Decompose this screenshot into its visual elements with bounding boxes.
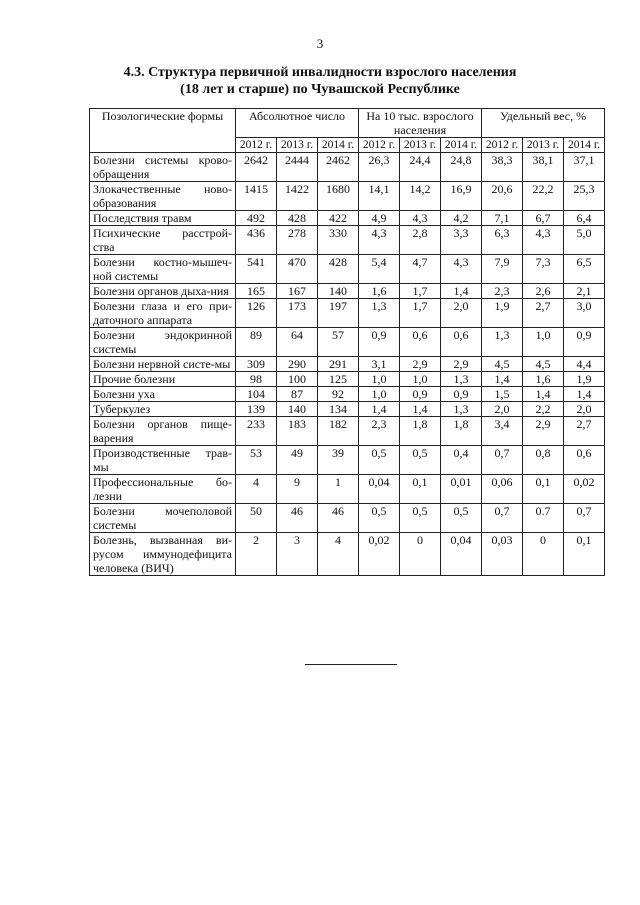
row-label: Болезни мочеполовой системы	[90, 504, 236, 533]
value-cell: 22,2	[523, 182, 564, 211]
value-cell: 233	[236, 417, 277, 446]
header-absolute: Абсолютное число	[236, 109, 359, 138]
value-cell: 0,06	[482, 475, 523, 504]
table-row	[90, 357, 605, 372]
value-cell: 4,3	[441, 255, 482, 284]
value-cell: 1,3	[482, 328, 523, 357]
value-cell: 1	[318, 475, 359, 504]
value-cell: 1,3	[359, 299, 400, 328]
value-cell: 0,5	[359, 504, 400, 533]
value-cell: 50	[236, 504, 277, 533]
value-cell: 0,03	[482, 533, 523, 576]
value-cell: 14,1	[359, 182, 400, 211]
value-cell: 4,4	[564, 357, 605, 372]
year-header: 2013 г.	[277, 138, 318, 153]
value-cell: 125	[318, 372, 359, 387]
value-cell: 0	[400, 533, 441, 576]
value-cell: 104	[236, 387, 277, 402]
value-cell: 0,8	[523, 446, 564, 475]
year-header: 2012 г.	[482, 138, 523, 153]
value-cell: 291	[318, 357, 359, 372]
value-cell: 0,9	[400, 387, 441, 402]
disability-structure-table	[89, 108, 605, 576]
value-cell: 1680	[318, 182, 359, 211]
value-cell: 4,3	[523, 226, 564, 255]
value-cell: 1,0	[359, 372, 400, 387]
value-cell: 1,6	[359, 284, 400, 299]
row-label: Злокачественные ново-образования	[90, 182, 236, 211]
value-cell: 0,1	[523, 475, 564, 504]
value-cell: 2,7	[523, 299, 564, 328]
value-cell: 2,0	[441, 299, 482, 328]
value-cell: 140	[318, 284, 359, 299]
value-cell: 5,4	[359, 255, 400, 284]
value-cell: 1,8	[441, 417, 482, 446]
value-cell: 4,5	[482, 357, 523, 372]
value-cell: 2,9	[441, 357, 482, 372]
value-cell: 139	[236, 402, 277, 417]
value-cell: 1,7	[400, 299, 441, 328]
value-cell: 0,4	[441, 446, 482, 475]
row-label: Болезни органов пище-варения	[90, 417, 236, 446]
table-row	[90, 182, 605, 211]
value-cell: 98	[236, 372, 277, 387]
value-cell: 4,2	[441, 211, 482, 226]
page-number: 3	[316, 36, 324, 51]
value-cell: 183	[277, 417, 318, 446]
value-cell: 0,7	[564, 504, 605, 533]
page-title	[0, 64, 640, 98]
row-label: Болезни костно-мышеч-ной системы	[90, 255, 236, 284]
value-cell: 3,0	[564, 299, 605, 328]
value-cell: 7,3	[523, 255, 564, 284]
value-cell: 134	[318, 402, 359, 417]
table-row	[90, 504, 605, 533]
row-label: Прочие болезни	[90, 372, 236, 387]
value-cell: 428	[277, 211, 318, 226]
value-cell: 4,5	[523, 357, 564, 372]
title-line-1: 4.3. Структура первичной инвалидности взрослого населения	[123, 65, 517, 80]
value-cell: 100	[277, 372, 318, 387]
table-row	[90, 387, 605, 402]
value-cell: 1,9	[482, 299, 523, 328]
year-header: 2012 г.	[359, 138, 400, 153]
year-header: 2014 г.	[441, 138, 482, 153]
value-cell: 4,7	[400, 255, 441, 284]
value-cell: 9	[277, 475, 318, 504]
value-cell: 4,3	[400, 211, 441, 226]
value-cell: 57	[318, 328, 359, 357]
table-row	[90, 299, 605, 328]
value-cell: 46	[318, 504, 359, 533]
table-row	[90, 284, 605, 299]
value-cell: 24,8	[441, 153, 482, 182]
value-cell: 38,3	[482, 153, 523, 182]
value-cell: 2,6	[523, 284, 564, 299]
value-cell: 2,3	[359, 417, 400, 446]
value-cell: 38,1	[523, 153, 564, 182]
value-cell: 0,02	[564, 475, 605, 504]
value-cell: 0,9	[564, 328, 605, 357]
value-cell: 6,4	[564, 211, 605, 226]
value-cell: 1,4	[523, 387, 564, 402]
year-header: 2013 г.	[400, 138, 441, 153]
value-cell: 1,3	[441, 372, 482, 387]
value-cell: 0,6	[564, 446, 605, 475]
row-label: Производственные трав-мы	[90, 446, 236, 475]
table-row	[90, 328, 605, 357]
value-cell: 1,4	[441, 284, 482, 299]
value-cell: 92	[318, 387, 359, 402]
table-row	[90, 475, 605, 504]
value-cell: 7,1	[482, 211, 523, 226]
value-cell: 2,7	[564, 417, 605, 446]
row-label: Туберкулез	[90, 402, 236, 417]
value-cell: 46	[277, 504, 318, 533]
year-header: 2014 г.	[564, 138, 605, 153]
value-cell: 0,1	[564, 533, 605, 576]
value-cell: 25,3	[564, 182, 605, 211]
table-row	[90, 226, 605, 255]
value-cell: 64	[277, 328, 318, 357]
table-row	[90, 211, 605, 226]
table-row	[90, 533, 605, 576]
value-cell: 0,1	[400, 475, 441, 504]
value-cell: 422	[318, 211, 359, 226]
value-cell: 39	[318, 446, 359, 475]
row-label: Болезни эндокринной системы	[90, 328, 236, 357]
value-cell: 4	[236, 475, 277, 504]
value-cell: 4,3	[359, 226, 400, 255]
value-cell: 2,0	[482, 402, 523, 417]
table-row	[90, 372, 605, 387]
value-cell: 1,0	[359, 387, 400, 402]
row-label: Психические расстрой-ства	[90, 226, 236, 255]
header-per10k: На 10 тыс. взрослого населения	[359, 109, 482, 138]
value-cell: 6,3	[482, 226, 523, 255]
row-label: Болезни глаза и его при-даточного аппарата	[90, 299, 236, 328]
year-header: 2014 г.	[318, 138, 359, 153]
value-cell: 2,1	[564, 284, 605, 299]
value-cell: 1,4	[564, 387, 605, 402]
value-cell: 6,7	[523, 211, 564, 226]
value-cell: 24,4	[400, 153, 441, 182]
value-cell: 470	[277, 255, 318, 284]
value-cell: 5,0	[564, 226, 605, 255]
value-cell: 0,04	[359, 475, 400, 504]
value-cell: 165	[236, 284, 277, 299]
value-cell: 4,9	[359, 211, 400, 226]
value-cell: 6,5	[564, 255, 605, 284]
value-cell: 16,9	[441, 182, 482, 211]
value-cell: 0,7	[482, 504, 523, 533]
value-cell: 1,4	[400, 402, 441, 417]
value-cell: 2462	[318, 153, 359, 182]
value-cell: 49	[277, 446, 318, 475]
value-cell: 428	[318, 255, 359, 284]
value-cell: 2444	[277, 153, 318, 182]
value-cell: 290	[277, 357, 318, 372]
value-cell: 3,3	[441, 226, 482, 255]
value-cell: 492	[236, 211, 277, 226]
value-cell: 0,01	[441, 475, 482, 504]
value-cell: 1,8	[400, 417, 441, 446]
value-cell: 278	[277, 226, 318, 255]
row-label: Болезнь, вызванная ви-русом иммунодефицита человека (ВИЧ)	[90, 533, 236, 576]
value-cell: 0,9	[359, 328, 400, 357]
value-cell: 4	[318, 533, 359, 576]
table-row	[90, 255, 605, 284]
value-cell: 26,3	[359, 153, 400, 182]
row-label: Болезни системы крово-обращения	[90, 153, 236, 182]
value-cell: 309	[236, 357, 277, 372]
value-cell: 197	[318, 299, 359, 328]
table-row	[90, 446, 605, 475]
value-cell: 2,9	[523, 417, 564, 446]
value-cell: 1,5	[482, 387, 523, 402]
year-header: 2012 г.	[236, 138, 277, 153]
value-cell: 0,02	[359, 533, 400, 576]
value-cell: 0,9	[441, 387, 482, 402]
value-cell: 1,4	[482, 372, 523, 387]
row-label: Болезни нервной систе-мы	[90, 357, 236, 372]
row-label: Болезни уха	[90, 387, 236, 402]
value-cell: 173	[277, 299, 318, 328]
value-cell: 0,5	[441, 504, 482, 533]
value-cell: 0,04	[441, 533, 482, 576]
value-cell: 3,4	[482, 417, 523, 446]
value-cell: 0,5	[400, 504, 441, 533]
value-cell: 2,2	[523, 402, 564, 417]
value-cell: 0,7	[482, 446, 523, 475]
value-cell: 89	[236, 328, 277, 357]
header-share: Удельный вес, %	[482, 109, 605, 138]
value-cell: 0	[523, 533, 564, 576]
value-cell: 0,5	[400, 446, 441, 475]
value-cell: 167	[277, 284, 318, 299]
table-row	[90, 402, 605, 417]
value-cell: 2642	[236, 153, 277, 182]
value-cell: 140	[277, 402, 318, 417]
value-cell: 1422	[277, 182, 318, 211]
value-cell: 0,6	[441, 328, 482, 357]
header-forms: Позологические формы	[90, 109, 236, 153]
value-cell: 330	[318, 226, 359, 255]
value-cell: 37,1	[564, 153, 605, 182]
year-header: 2013 г.	[523, 138, 564, 153]
value-cell: 1,3	[441, 402, 482, 417]
value-cell: 3,1	[359, 357, 400, 372]
value-cell: 87	[277, 387, 318, 402]
value-cell: 182	[318, 417, 359, 446]
value-cell: 541	[236, 255, 277, 284]
value-cell: 2,8	[400, 226, 441, 255]
row-label: Последствия травм	[90, 211, 236, 226]
value-cell: 1,0	[523, 328, 564, 357]
value-cell: 0.7	[523, 504, 564, 533]
footer-rule	[305, 664, 397, 665]
value-cell: 2,9	[400, 357, 441, 372]
row-label: Профессиональные бо-лезни	[90, 475, 236, 504]
value-cell: 3	[277, 533, 318, 576]
row-label: Болезни органов дыха-ния	[90, 284, 236, 299]
value-cell: 1,7	[400, 284, 441, 299]
value-cell: 2,3	[482, 284, 523, 299]
table-row	[90, 417, 605, 446]
value-cell: 53	[236, 446, 277, 475]
value-cell: 0,5	[359, 446, 400, 475]
value-cell: 1415	[236, 182, 277, 211]
table-row	[90, 153, 605, 182]
value-cell: 0,6	[400, 328, 441, 357]
title-line-2: (18 лет и старше) по Чувашской Республике	[180, 82, 460, 97]
value-cell: 2,0	[564, 402, 605, 417]
value-cell: 126	[236, 299, 277, 328]
value-cell: 14,2	[400, 182, 441, 211]
value-cell: 1,9	[564, 372, 605, 387]
value-cell: 1,4	[359, 402, 400, 417]
value-cell: 1,0	[400, 372, 441, 387]
value-cell: 1,6	[523, 372, 564, 387]
value-cell: 7,9	[482, 255, 523, 284]
value-cell: 436	[236, 226, 277, 255]
value-cell: 2	[236, 533, 277, 576]
value-cell: 20,6	[482, 182, 523, 211]
